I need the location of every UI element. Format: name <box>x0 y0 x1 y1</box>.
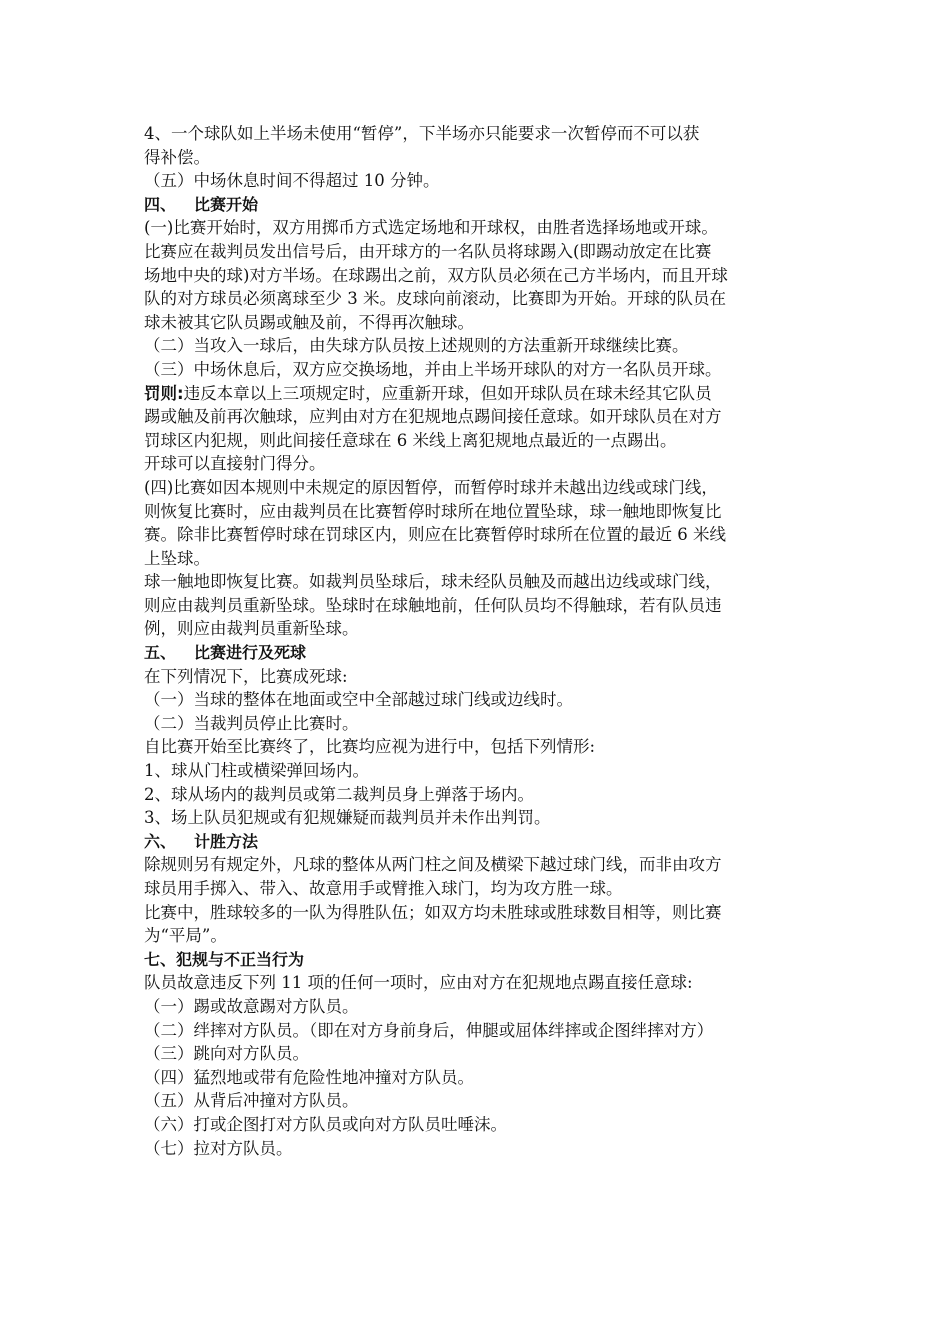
section-title: 比赛开始 <box>194 194 259 214</box>
text-line: （一）踢或故意踢对方队员。 <box>144 996 359 1016</box>
text-line: 比赛中，胜球较多的一队为得胜队伍；如双方均未胜球或胜球数目相等，则比赛 <box>144 902 722 922</box>
text-line: 开球可以直接射门得分。 <box>144 454 326 474</box>
section-number: 四、 <box>144 194 177 214</box>
text-line: (四)比赛如因本规则中未规定的原因暂停，而暂停时球并未越出边线或球门线， <box>144 477 718 497</box>
text-line: 得补偿。 <box>144 147 210 167</box>
text-line: 罚球区内犯规，则此间接任意球在 6 米线上离犯规地点最近的一点踢出。 <box>144 430 677 450</box>
text-line: （一）当球的整体在地面或空中全部越过球门线或边线时。 <box>144 690 573 710</box>
text-line: 上坠球。 <box>144 548 210 568</box>
text-line: 队的对方球员必须离球至少 3 米。皮球向前滚动，比赛即为开始。开球的队员在 <box>144 289 726 309</box>
penalty-label: 罚则: <box>144 383 184 403</box>
text-line: （二）当裁判员停止比赛时。 <box>144 713 359 733</box>
penalty-text: 违反本章以上三项规定时，应重新开球，但如开球队员在球未经其它队员 <box>183 383 712 403</box>
text-line: （二）绊摔对方队员。（即在对方身前身后，伸腿或屈体绊摔或企图绊摔对方） <box>144 1020 714 1040</box>
text-line: （五）从背后冲撞对方队员。 <box>144 1091 359 1111</box>
text-line: 场地中央的球)对方半场。在球踢出之前，双方队员必须在己方半场内，而且开球 <box>144 265 728 285</box>
text-line: 赛。除非比赛暂停时球在罚球区内，则应在比赛暂停时球所在位置的最近 6 米线 <box>144 525 726 545</box>
penalty-paragraph <box>144 382 814 406</box>
section-heading-5 <box>144 641 814 665</box>
text-line: 4、一个球队如上半场未使用“暂停”，下半场亦只能要求一次暂停而不可以获 <box>144 124 700 143</box>
text-line: 球一触地即恢复比赛。如裁判员坠球后，球未经队员触及而越出边线或球门线， <box>144 572 722 592</box>
section-heading-7: 七、犯规与不正当行为 <box>144 949 305 969</box>
text-line: （四）猛烈地或带有危险性地冲撞对方队员。 <box>144 1067 474 1087</box>
text-line: (一)比赛开始时，双方用掷币方式选定场地和开球权，由胜者选择场地或开球。 <box>144 218 718 238</box>
text-line: 在下列情况下，比赛成死球: <box>144 666 348 686</box>
text-line: 踢或触及前再次触球，应判由对方在犯规地点踢间接任意球。如开球队员在对方 <box>144 407 722 427</box>
section-title: 比赛进行及死球 <box>194 643 307 663</box>
text-line: （三）跳向对方队员。 <box>144 1044 309 1064</box>
document-body <box>144 122 814 1160</box>
text-line: 则应由裁判员重新坠球。坠球时在球触地前，任何队员均不得触球，若有队员违 <box>144 595 722 615</box>
section-title: 计胜方法 <box>194 831 259 851</box>
text-line: 队员故意违反下列 11 项的任何一项时，应由对方在犯规地点踢直接任意球: <box>144 973 693 993</box>
text-line: 1、球从门柱或横梁弹回场内。 <box>144 761 369 781</box>
text-line: 则恢复比赛时，应由裁判员在比赛暂停时球所在地位置坠球，球一触地即恢复比 <box>144 501 722 521</box>
text-line: 比赛应在裁判员发出信号后，由开球方的一名队员将球踢入(即踢动放定在比赛 <box>144 241 712 261</box>
text-line: （六）打或企图打对方队员或向对方队员吐唾沫。 <box>144 1114 507 1134</box>
text-line: 例，则应由裁判员重新坠球。 <box>144 619 359 639</box>
text-line: 球员用手掷入、带入、故意用手或臂推入球门，均为攻方胜一球。 <box>144 879 623 898</box>
text-line: （五）中场休息时间不得超过 10 分钟。 <box>144 171 440 191</box>
text-line: （七）拉对方队员。 <box>144 1138 293 1158</box>
section-heading-6 <box>144 830 814 854</box>
text-line: 自比赛开始至比赛终了，比赛均应视为进行中，包括下列情形: <box>144 737 596 757</box>
section-number: 五、 <box>144 643 177 663</box>
section-heading-4 <box>144 193 814 217</box>
text-line: 3、场上队员犯规或有犯规嫌疑而裁判员并未作出判罚。 <box>144 808 551 828</box>
text-line: 2、球从场内的裁判员或第二裁判员身上弹落于场内。 <box>144 784 534 804</box>
text-line: 除规则另有规定外，凡球的整体从两门柱之间及横梁下越过球门线，而非由攻方 <box>144 855 722 875</box>
section-number: 六、 <box>144 831 177 851</box>
text-line: （三）中场休息后，双方应交换场地，并由上半场开球队的对方一名队员开球。 <box>144 359 722 379</box>
text-line: 为“平局”。 <box>144 926 227 946</box>
text-line: 球未被其它队员踢或触及前，不得再次触球。 <box>144 312 474 332</box>
text-line: （二）当攻入一球后，由失球方队员按上述规则的方法重新开球继续比赛。 <box>144 336 689 356</box>
